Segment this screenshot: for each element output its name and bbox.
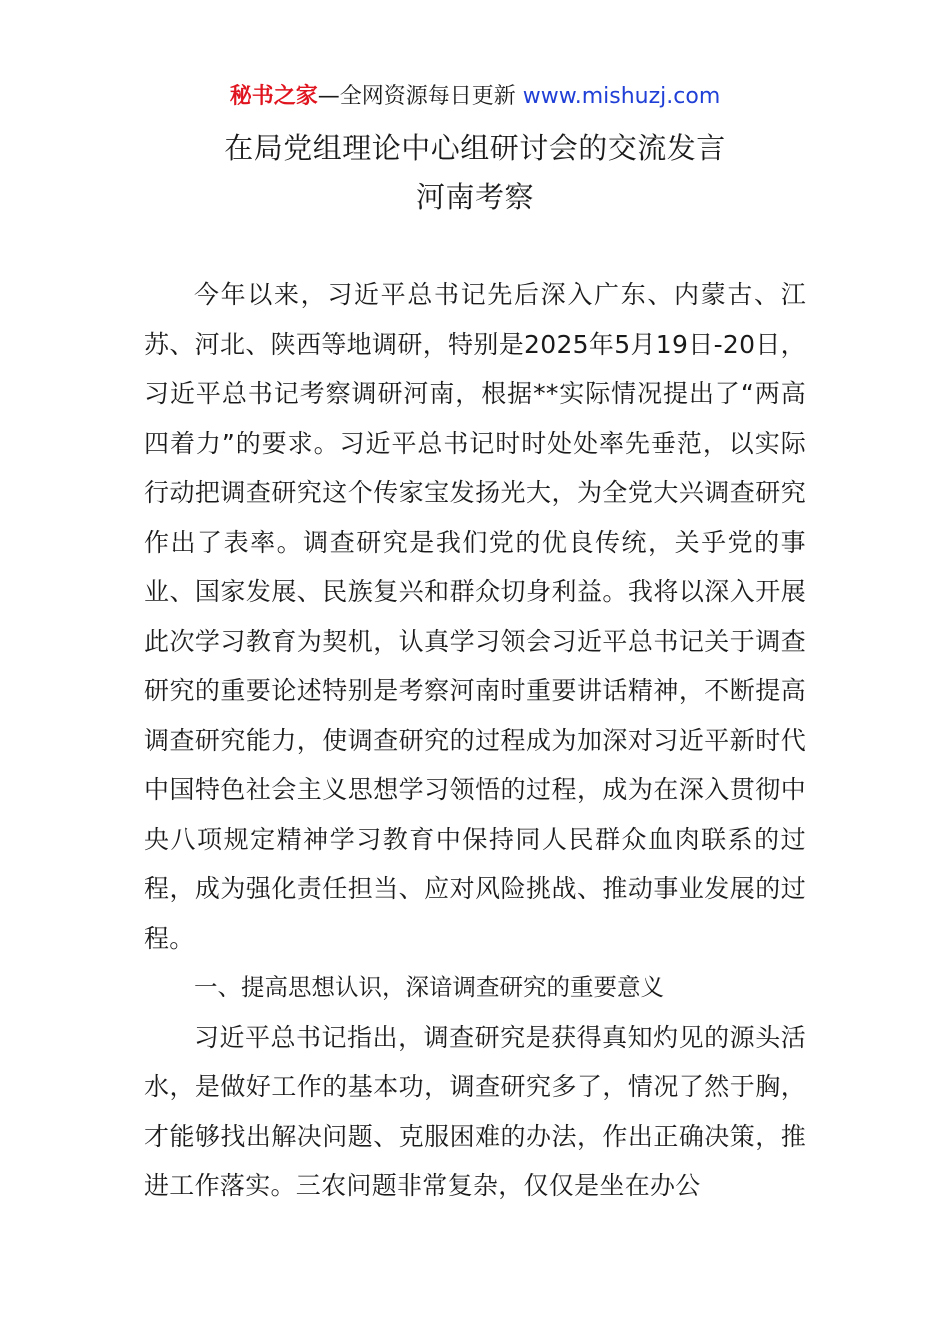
banner-url-link[interactable]: www.mishuzj.com bbox=[522, 84, 721, 109]
section-paragraph: 习近平总书记指出，调查研究是获得真知灼见的源头活水，是做好工作的基本功，调查研究多了，情况了然于胸，才能够找出解决问题、克服困难的办法，作出正确决策，推进工作落实。三农问题非常复杂，仅仅是坐在办公 bbox=[144, 1022, 806, 1200]
banner-brand: 秘书之家 bbox=[229, 84, 318, 109]
section-heading: 一、提高思想认识，深谙调查研究的重要意义 bbox=[194, 973, 664, 1001]
site-banner bbox=[0, 80, 950, 114]
document-title: 在局党组理论中心组研讨会的交流发言 bbox=[224, 131, 726, 165]
document-body bbox=[144, 270, 806, 1211]
intro-paragraph: 今年以来，习近平总书记先后深入广东、内蒙古、江苏、河北、陕西等地调研，特别是2025年5月19日-20日，习近平总书记考察调研河南，根据**实际情况提出了“两高四着力”的要求。习近平总书记时时处处率先垂范，以实际行动把调查研究这个传家宝发扬光大，为全党大兴调查研究作出了表率。调查研究是我们党的优良传统，关乎党的事业、国家发展、民族复兴和群众切身利益。我将以深入开展此次学习教育为契机，认真学习领会习近平总书记关于调查研究的重要论述特别是考察河南时重要讲话精神，不断提高调查研究能力，使调查研究的过程成为加深对习近平新时代中国特色社会主义思想学习领悟的过程，成为在深入贯彻中央八项规定精神学习教育中保持同人民群众血肉联系的过程，成为强化责任担当、应对风险挑战、推动事业发展的过程。 bbox=[144, 280, 806, 953]
banner-tagline: —全网资源每日更新 bbox=[317, 84, 523, 109]
document-subtitle: 河南考察 bbox=[415, 180, 534, 214]
